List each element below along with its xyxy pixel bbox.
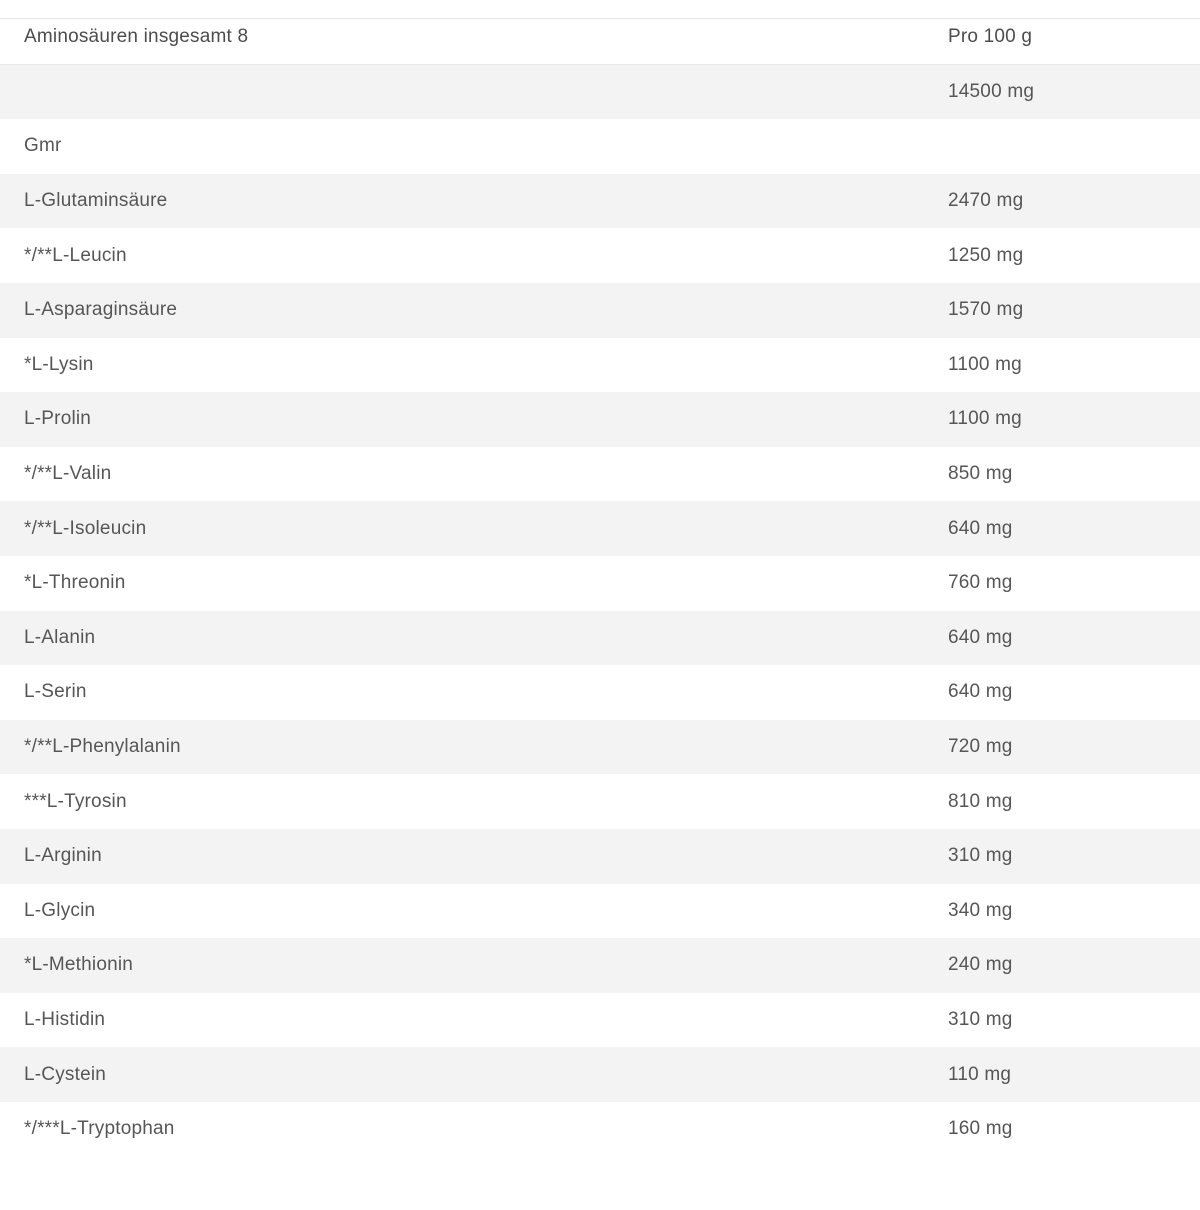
row-label: L-Arginin <box>24 845 102 867</box>
table-body <box>0 65 1200 1157</box>
row-value <box>930 119 1200 174</box>
row-value: 1100 mg <box>948 353 1022 375</box>
row-label: L-Glycin <box>24 899 96 921</box>
row-value: 810 mg <box>948 790 1013 812</box>
table-row <box>0 1102 1200 1157</box>
table-row <box>0 283 1200 338</box>
table-row <box>0 338 1200 393</box>
table-row <box>0 392 1200 447</box>
table-row <box>0 993 1200 1048</box>
row-label: L-Asparaginsäure <box>24 299 178 321</box>
row-value: 850 mg <box>948 463 1013 485</box>
table-row <box>0 174 1200 229</box>
row-label: */**L-Isoleucin <box>24 517 147 539</box>
table-row <box>0 938 1200 993</box>
table-row <box>0 228 1200 283</box>
row-label: L-Alanin <box>24 626 96 648</box>
row-label: */**L-Leucin <box>24 244 127 266</box>
row-label: *L-Lysin <box>24 353 94 375</box>
row-value: 310 mg <box>948 1008 1013 1030</box>
row-label: Gmr <box>24 135 62 157</box>
row-value: 640 mg <box>948 517 1013 539</box>
table-row <box>0 447 1200 502</box>
row-label: */***L-Tryptophan <box>24 1118 175 1140</box>
row-label: L-Glutaminsäure <box>24 190 168 212</box>
row-value: 110 mg <box>948 1063 1012 1085</box>
table-row <box>0 1047 1200 1102</box>
row-label: */**L-Valin <box>24 463 112 485</box>
row-value: 640 mg <box>948 681 1013 703</box>
top-divider <box>0 18 1200 19</box>
table-row <box>0 884 1200 939</box>
table-row <box>0 665 1200 720</box>
row-value: 1100 mg <box>948 408 1022 430</box>
row-value: 1250 mg <box>948 244 1024 266</box>
table-row <box>0 119 1200 174</box>
row-value: 160 mg <box>948 1118 1013 1140</box>
table-row <box>0 720 1200 775</box>
nutrition-document <box>0 10 1200 1210</box>
row-label: L-Prolin <box>24 408 92 430</box>
row-label: *L-Threonin <box>24 572 126 594</box>
row-value: 14500 mg <box>948 81 1035 103</box>
row-label: ***L-Tyrosin <box>24 790 127 812</box>
row-label: *L-Methionin <box>24 954 134 976</box>
row-value: 760 mg <box>948 572 1013 594</box>
row-value: 310 mg <box>948 845 1013 867</box>
row-label: */**L-Phenylalanin <box>24 736 181 758</box>
row-label: L-Serin <box>24 681 87 703</box>
row-value: 240 mg <box>948 954 1013 976</box>
amino-acid-table <box>0 10 1200 1156</box>
table-row <box>0 611 1200 666</box>
row-value: 340 mg <box>948 899 1013 921</box>
row-label: L-Histidin <box>24 1008 106 1030</box>
row-value: 720 mg <box>948 736 1013 758</box>
column-header-value: Pro 100 g <box>930 10 1200 65</box>
row-value: 1570 mg <box>948 299 1024 321</box>
column-header-name: Aminosäuren insgesamt 8 <box>0 10 930 65</box>
row-label <box>0 65 930 120</box>
row-label: L-Cystein <box>24 1063 107 1085</box>
table-row <box>0 829 1200 884</box>
row-value: 640 mg <box>948 626 1013 648</box>
table-row <box>0 65 1200 120</box>
table-row <box>0 774 1200 829</box>
row-value: 2470 mg <box>948 190 1024 212</box>
table-row <box>0 556 1200 611</box>
table-row <box>0 501 1200 556</box>
